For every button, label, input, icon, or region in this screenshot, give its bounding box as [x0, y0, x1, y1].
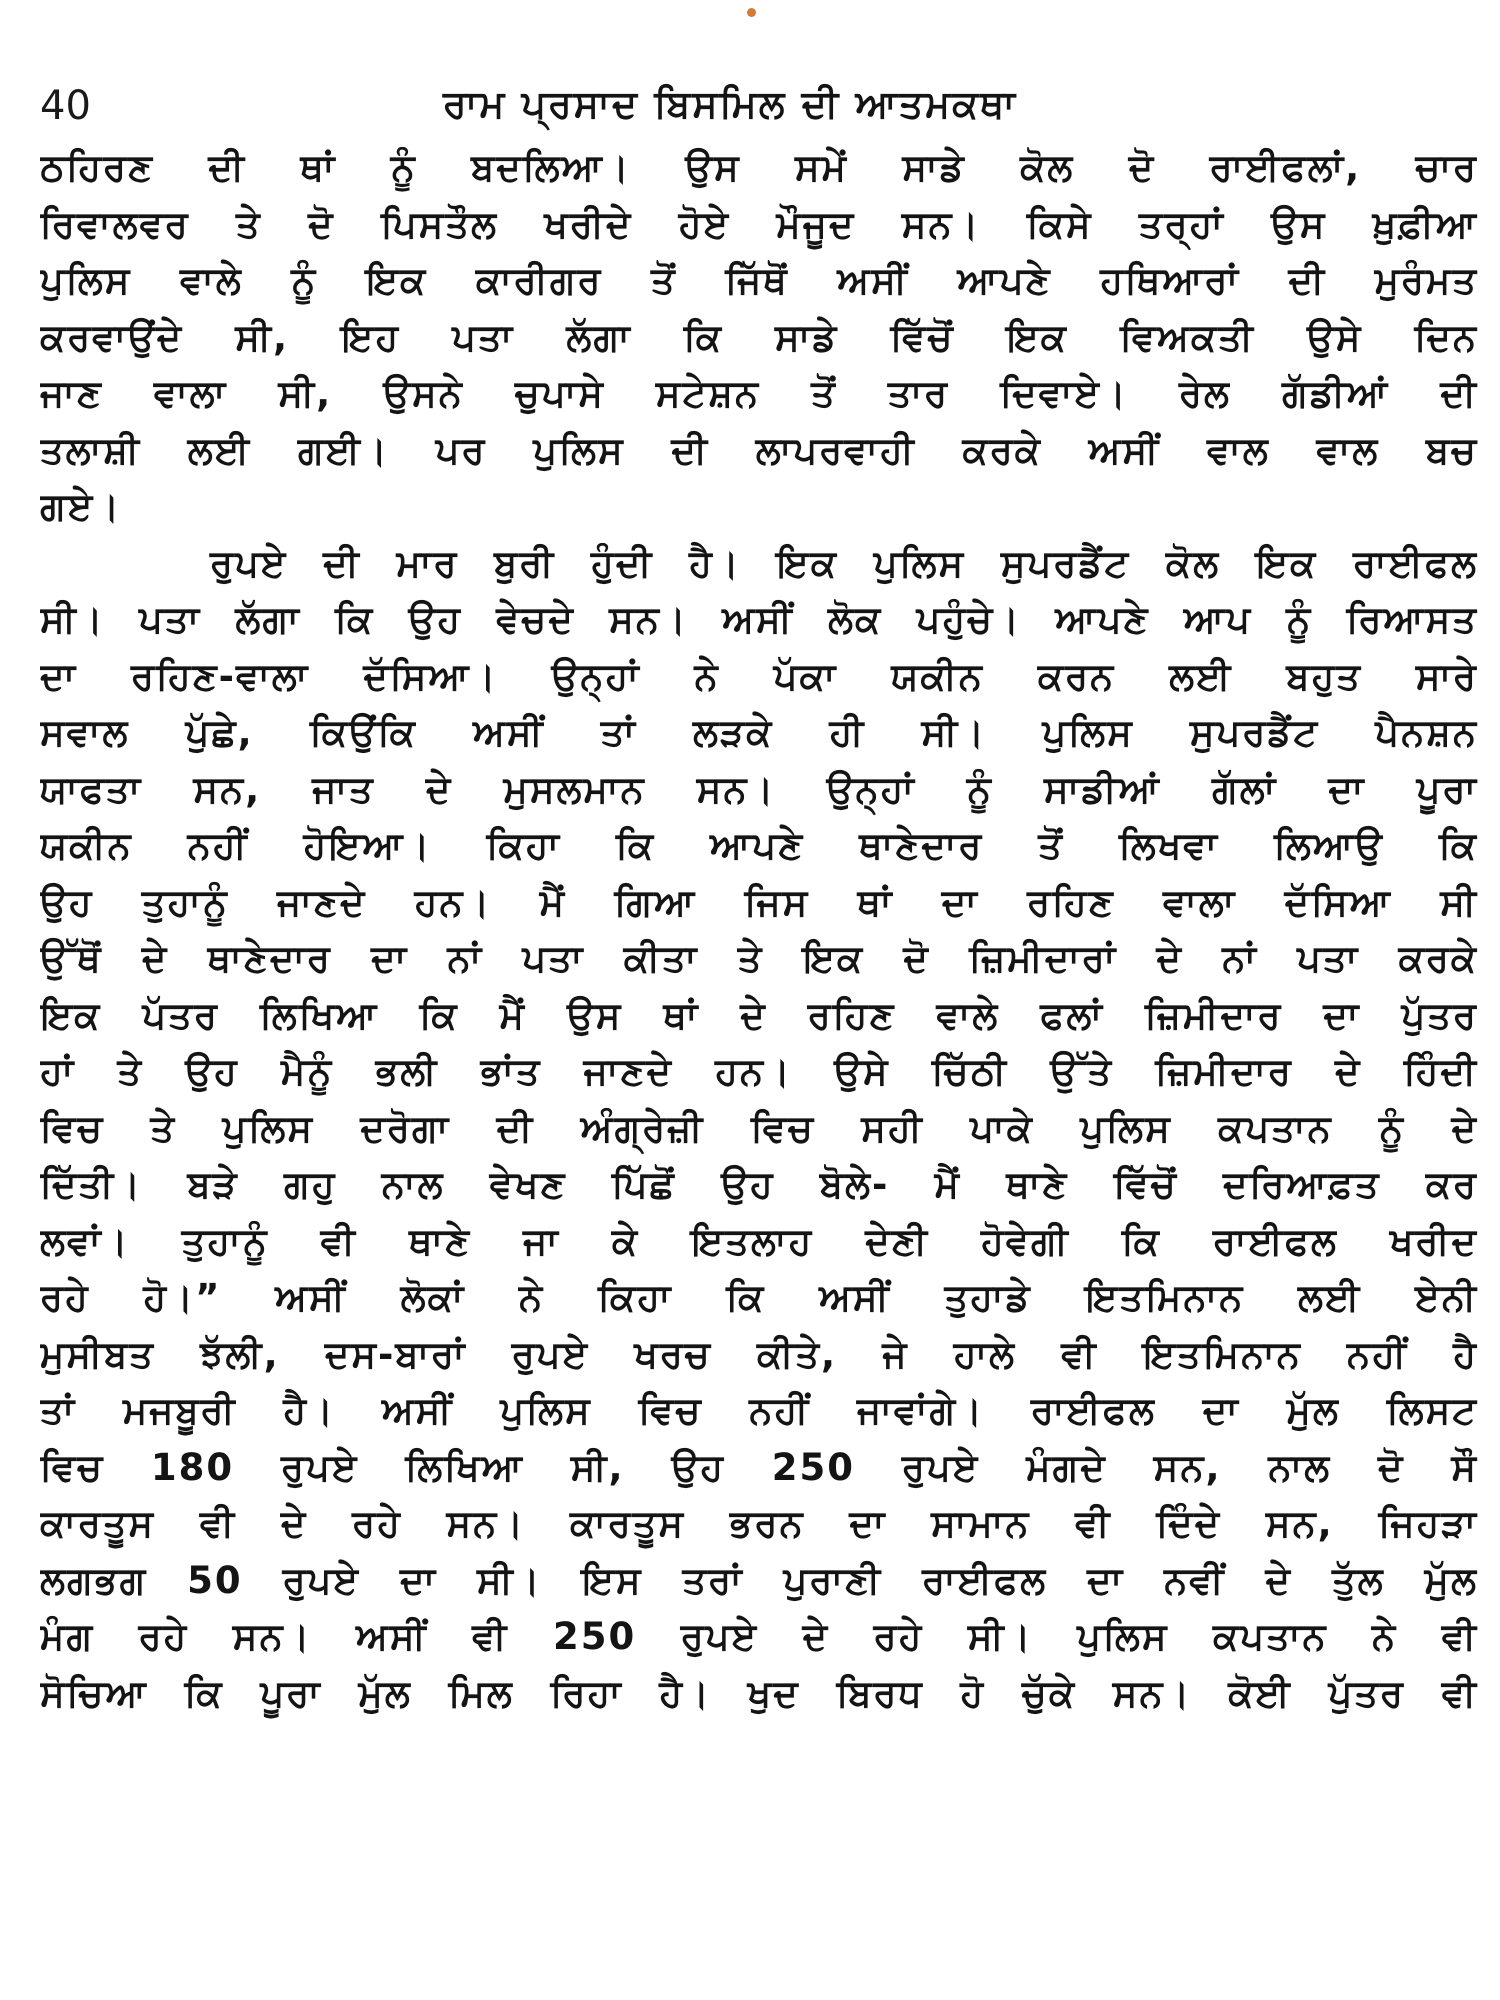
- running-title: ਰਾਮ ਪ੍ਰਸਾਦ ਬਿਸਮਿਲ ਦੀ ਆਤਮਕਥਾ: [442, 82, 1018, 126]
- ink-speck: [747, 8, 756, 17]
- text-line: ਉੱਥੋਂ ਦੇ ਥਾਣੇਦਾਰ ਦਾ ਨਾਂ ਪਤਾ ਕੀਤਾ ਤੇ ਇਕ ਦੋ ਜ਼ਿਮੀਦਾਰਾਂ ਦੇ ਨਾਂ ਪਤਾ ਕਰਕੇ: [40, 937, 1478, 980]
- paragraph-1: [40, 140, 1478, 536]
- text-line: ਮੁਸੀਬਤ ਝੱਲੀ, ਦਸ-ਬਾਰਾਂ ਰੁਪਏ ਖਰਚ ਕੀਤੇ, ਜੇ ਹਾਲੇ ਵੀ ਇਤਮਿਨਾਨ ਨਹੀਂ ਹੈ: [40, 1332, 1478, 1376]
- text-line: ਲਵਾਂ। ਤੁਹਾਨੂੰ ਵੀ ਥਾਣੇ ਜਾ ਕੇ ਇਤਲਾਹ ਦੇਣੀ ਹੋਵੇਗੀ ਕਿ ਰਾਈਫਲ ਖਰੀਦ: [40, 1219, 1478, 1263]
- text-line: ਠਹਿਰਣ ਦੀ ਥਾਂ ਨੂੰ ਬਦਲਿਆ। ਉਸ ਸਮੇਂ ਸਾਡੇ ਕੋਲ ਦੋ ਰਾਈਫਲਾਂ, ਚਾਰ: [40, 146, 1478, 189]
- text-line: ਯਾਫਤਾ ਸਨ, ਜਾਤ ਦੇ ਮੁਸਲਮਾਨ ਸਨ। ਉਨ੍ਹਾਂ ਨੂੰ ਸਾਡੀਆਂ ਗੱਲਾਂ ਦਾ ਪੂਰਾ: [40, 767, 1478, 811]
- text-line: ਸਵਾਲ ਪੁੱਛੇ, ਕਿਉਂਕਿ ਅਸੀਂ ਤਾਂ ਲੜਕੇ ਹੀ ਸੀ। ਪੁਲਿਸ ਸੁਪਰਡੈਂਟ ਪੈਨਸ਼ਨ: [40, 711, 1478, 754]
- text-line: ਰੁਪਏ ਦੀ ਮਾਰ ਬੁਰੀ ਹੁੰਦੀ ਹੈ। ਇਕ ਪੁਲਿਸ ਸੁਪਰਡੈਂਟ ਕੋਲ ਇਕ ਰਾਈਫਲ: [210, 541, 1478, 585]
- text-line: ਲਗਭਗ 50 ਰੁਪਏ ਦਾ ਸੀ। ਇਸ ਤਰਾਂ ਪੁਰਾਣੀ ਰਾਈਫਲ ਦਾ ਨਵੀਂ ਦੇ ਤੁੱਲ ਮੁੱਲ: [40, 1558, 1478, 1602]
- text-line: ਪੁਲਿਸ ਵਾਲੇ ਨੂੰ ਇਕ ਕਾਰੀਗਰ ਤੋਂ ਜਿੱਥੋਂ ਅਸੀਂ ਆਪਣੇ ਹਥਿਆਰਾਂ ਦੀ ਮੁਰੰਮਤ: [40, 259, 1478, 302]
- text-line: ਕਰਵਾਉਂਦੇ ਸੀ, ਇਹ ਪਤਾ ਲੱਗਾ ਕਿ ਸਾਡੇ ਵਿੱਚੋਂ ਇਕ ਵਿਅਕਤੀ ਉਸੇ ਦਿਨ: [40, 315, 1478, 359]
- text-line: ਉਹ ਤੁਹਾਨੂੰ ਜਾਣਦੇ ਹਨ। ਮੈਂ ਗਿਆ ਜਿਸ ਥਾਂ ਦਾ ਰਹਿਣ ਵਾਲਾ ਦੱਸਿਆ ਸੀ: [40, 880, 1478, 924]
- text-line: ਹਾਂ ਤੇ ਉਹ ਮੈਨੂੰ ਭਲੀ ਭਾਂਤ ਜਾਣਦੇ ਹਨ। ਉਸੇ ਚਿੱਠੀ ਉੱਤੇ ਜ਼ਿਮੀਦਾਰ ਦੇ ਹਿੰਦੀ: [40, 1050, 1478, 1093]
- text-line: ਰਹੇ ਹੋ।” ਅਸੀਂ ਲੋਕਾਂ ਨੇ ਕਿਹਾ ਕਿ ਅਸੀਂ ਤੁਹਾਡੇ ਇਤਮਿਨਾਨ ਲਈ ਏਨੀ: [40, 1276, 1478, 1319]
- text-line: ਯਕੀਨ ਨਹੀਂ ਹੋਇਆ। ਕਿਹਾ ਕਿ ਆਪਣੇ ਥਾਣੇਦਾਰ ਤੋਂ ਲਿਖਵਾ ਲਿਆਉ ਕਿ: [40, 824, 1478, 867]
- paragraph-2: [40, 536, 1478, 1723]
- text-line: ਇਕ ਪੱਤਰ ਲਿਖਿਆ ਕਿ ਮੈਂ ਉਸ ਥਾਂ ਦੇ ਰਹਿਣ ਵਾਲੇ ਫਲਾਂ ਜ਼ਿਮੀਦਾਰ ਦਾ ਪੁੱਤਰ: [40, 993, 1478, 1037]
- text-line: ਸੋਚਿਆ ਕਿ ਪੂਰਾ ਮੁੱਲ ਮਿਲ ਰਿਹਾ ਹੈ। ਖੁਦ ਬਿਰਧ ਹੋ ਚੁੱਕੇ ਸਨ। ਕੋਈ ਪੁੱਤਰ ਵੀ: [40, 1671, 1478, 1715]
- text-line: ਦਾ ਰਹਿਣ-ਵਾਲਾ ਦੱਸਿਆ। ਉਨ੍ਹਾਂ ਨੇ ਪੱਕਾ ਯਕੀਨ ਕਰਨ ਲਈ ਬਹੁਤ ਸਾਰੇ: [40, 654, 1478, 698]
- text-line: ਗਏ।: [40, 485, 122, 528]
- page-number: 40: [40, 83, 91, 129]
- text-line: ਵਿਚ 180 ਰੁਪਏ ਲਿਖਿਆ ਸੀ, ਉਹ 250 ਰੁਪਏ ਮੰਗਦੇ ਸਨ, ਨਾਲ ਦੋ ਸੌ: [40, 1445, 1478, 1489]
- text-line: ਜਾਣ ਵਾਲਾ ਸੀ, ਉਸਨੇ ਚੁਪਾਸੇ ਸਟੇਸ਼ਨ ਤੋਂ ਤਾਰ ਦਿਵਾਏ। ਰੇਲ ਗੱਡੀਆਂ ਦੀ: [40, 372, 1478, 415]
- text-line: ਦਿੱਤੀ। ਬੜੇ ਗਹੁ ਨਾਲ ਵੇਖਣ ਪਿੱਛੋਂ ਉਹ ਬੋਲੇ- ਮੈਂ ਥਾਣੇ ਵਿੱਚੋਂ ਦਰਿਆਫ਼ਤ ਕਰ: [40, 1163, 1478, 1206]
- text-line: ਤਾਂ ਮਜਬੂਰੀ ਹੈ। ਅਸੀਂ ਪੁਲਿਸ ਵਿਚ ਨਹੀਂ ਜਾਵਾਂਗੇ। ਰਾਈਫਲ ਦਾ ਮੁੱਲ ਲਿਸਟ: [40, 1389, 1478, 1432]
- text-line: ਕਾਰਤੂਸ ਵੀ ਦੇ ਰਹੇ ਸਨ। ਕਾਰਤੂਸ ਭਰਨ ਦਾ ਸਾਮਾਨ ਵੀ ਦਿੰਦੇ ਸਨ, ਜਿਹੜਾ: [40, 1502, 1478, 1545]
- text-line: ਰਿਵਾਲਵਰ ਤੇ ਦੋ ਪਿਸਤੌਲ ਖਰੀਦੇ ਹੋਏ ਮੌਜੂਦ ਸਨ। ਕਿਸੇ ਤਰ੍ਹਾਂ ਉਸ ਖ਼ੁਫ਼ੀਆ: [40, 202, 1478, 246]
- text-line: ਮੰਗ ਰਹੇ ਸਨ। ਅਸੀਂ ਵੀ 250 ਰੁਪਏ ਦੇ ਰਹੇ ਸੀ। ਪੁਲਿਸ ਕਪਤਾਨ ਨੇ ਵੀ: [40, 1615, 1478, 1658]
- text-line: ਸੀ। ਪਤਾ ਲੱਗਾ ਕਿ ਉਹ ਵੇਚਦੇ ਸਨ। ਅਸੀਂ ਲੋਕ ਪਹੁੰਚੇ। ਆਪਣੇ ਆਪ ਨੂੰ ਰਿਆਸਤ: [40, 598, 1478, 641]
- text-line: ਵਿਚ ਤੇ ਪੁਲਿਸ ਦਰੋਗਾ ਦੀ ਅੰਗ੍ਰੇਜ਼ੀ ਵਿਚ ਸਹੀ ਪਾਕੇ ਪੁਲਿਸ ਕਪਤਾਨ ਨੂੰ ਦੇ: [40, 1106, 1478, 1150]
- text-line: ਤਲਾਸ਼ੀ ਲਈ ਗਈ। ਪਰ ਪੁਲਿਸ ਦੀ ਲਾਪਰਵਾਹੀ ਕਰਕੇ ਅਸੀਂ ਵਾਲ ਵਾਲ ਬਚ: [40, 428, 1478, 472]
- body-text: [40, 140, 1478, 1722]
